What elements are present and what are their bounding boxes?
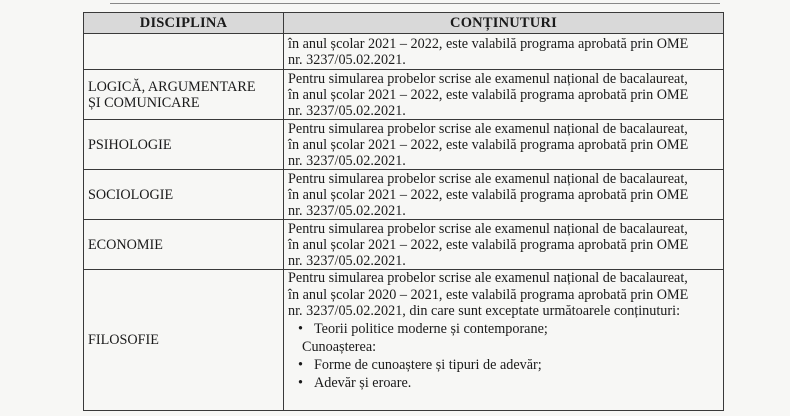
content-line: nr. 3237/05.02.2021.	[288, 152, 406, 169]
content-line: în anul școlar 2021 – 2022, este valabilă programa aprobată prin OME	[288, 86, 689, 103]
discipline-cell: SOCIOLOGIE	[84, 170, 284, 220]
content-line: în anul școlar 2020 – 2021, este valabilă programa aprobată prin OME	[288, 287, 689, 303]
content-cell	[284, 220, 724, 270]
bullet-item: • Teorii politice moderne și contemporane;	[314, 321, 719, 337]
header-continuturi: CONȚINUTURI	[284, 13, 724, 34]
content-line: în anul școlar 2021 – 2022, este valabilă programa aprobată prin OME	[288, 186, 689, 203]
content-line: Pentru simularea probelor scrise ale examenul național de bacalaureat,	[288, 170, 688, 187]
content-line: în anul școlar 2021 – 2022, este valabilă programa aprobată prin OME	[288, 236, 689, 253]
table-row	[84, 220, 724, 270]
table-header-row	[84, 13, 724, 34]
content-line: Pentru simularea probelor scrise ale examenul național de bacalaureat,	[288, 270, 688, 286]
content-line: Pentru simularea probelor scrise ale examenul național de bacalaureat,	[288, 70, 688, 87]
content-cell	[284, 34, 724, 70]
content-line: în anul școlar 2021 – 2022, este valabilă programa aprobată prin OME	[288, 35, 689, 52]
content-cell	[284, 120, 724, 170]
content-cell	[284, 170, 724, 220]
table-row	[84, 34, 724, 70]
excluded-list	[288, 357, 719, 391]
table-row	[84, 170, 724, 220]
table-row	[84, 120, 724, 170]
content-line: Pentru simularea probelor scrise ale examenul național de bacalaureat,	[288, 220, 688, 237]
content-line: nr. 3237/05.02.2021.	[288, 51, 406, 68]
bullet-item: • Adevăr și eroare.	[314, 375, 719, 391]
content-line: nr. 3237/05.02.2021, din care sunt exceptate următoarele conținuturi:	[288, 303, 681, 319]
discipline-cell: ECONOMIE	[84, 220, 284, 270]
bullet-item: • Forme de cunoaștere și tipuri de adevăr;	[314, 357, 719, 373]
excluded-list	[288, 321, 719, 337]
table-row	[84, 270, 724, 411]
content-cell	[284, 270, 724, 411]
table-row	[84, 70, 724, 120]
subheading: Cunoașterea:	[302, 339, 377, 355]
content-line: nr. 3237/05.02.2021.	[288, 102, 406, 119]
curriculum-table	[83, 12, 724, 411]
content-line: Pentru simularea probelor scrise ale examenul național de bacalaureat,	[288, 120, 688, 137]
content-cell	[284, 70, 724, 120]
content-line: în anul școlar 2021 – 2022, este valabilă programa aprobată prin OME	[288, 136, 689, 153]
page-top-rule	[110, 3, 720, 4]
discipline-line: LOGICĂ, ARGUMENTARE	[88, 78, 256, 95]
discipline-cell	[84, 34, 284, 70]
discipline-cell: FILOSOFIE	[84, 270, 284, 411]
content-line: nr. 3237/05.02.2021.	[288, 202, 406, 219]
header-disciplina: DISCIPLINA	[84, 13, 284, 34]
discipline-cell: PSIHOLOGIE	[84, 120, 284, 170]
discipline-cell	[84, 70, 284, 120]
content-line: nr. 3237/05.02.2021.	[288, 252, 406, 269]
discipline-line: ȘI COMUNICARE	[88, 94, 200, 111]
